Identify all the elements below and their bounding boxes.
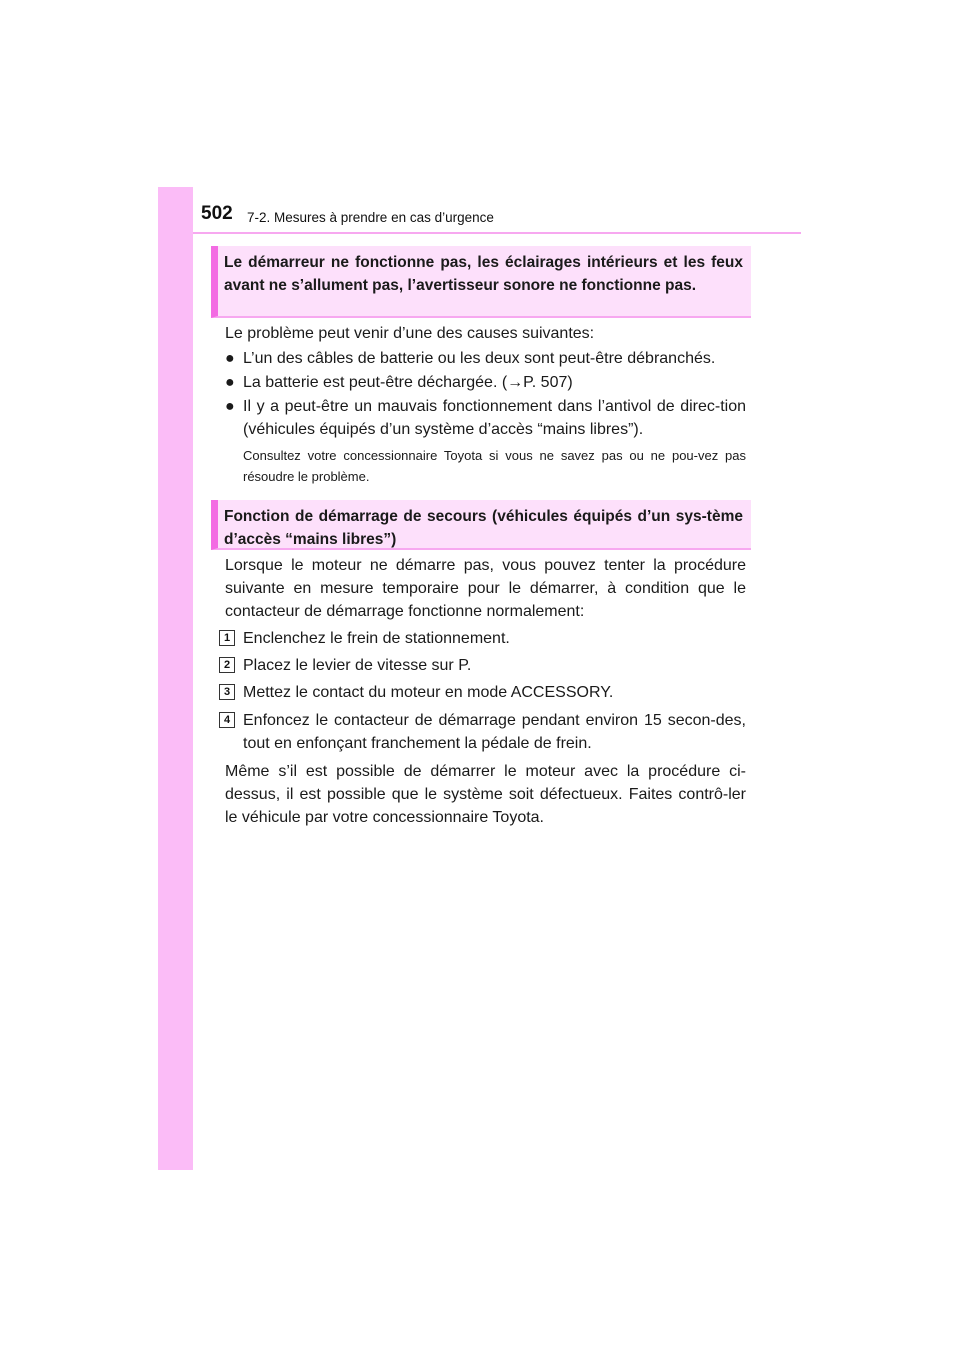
step-text: Enclenchez le frein de stationnement. (243, 630, 510, 647)
bullet-item: La batterie est peut-être déchargée. (→P. 507) (243, 374, 573, 391)
bullet-icon: ● (225, 350, 235, 367)
running-header: 7-2. Mesures à prendre en cas d’urgence (247, 210, 494, 225)
bullet-item: L’un des câbles de batterie ou les deux sont peut-être débranchés. (243, 350, 716, 367)
step-text: Enfoncez le contacteur de démarrage pendant environ 15 secon-des, tout en enfonçant franchement la pédale de frein. (243, 712, 746, 752)
header-rule (193, 232, 801, 234)
section2-intro: Lorsque le moteur ne démarre pas, vous pouvez tenter la procédure suivante en mesure temporaire pour le démarrer, à condition que le contacteur de démarrage fonctionne normalement: (225, 557, 746, 620)
step-number-1: 1 (219, 630, 235, 646)
step-number-4: 4 (219, 712, 235, 728)
chapter-side-tab (158, 187, 193, 1170)
bullet-icon: ● (225, 398, 235, 415)
bullet-icon: ● (225, 374, 235, 391)
step-text: Placez le levier de vitesse sur P. (243, 657, 472, 674)
step-number-3: 3 (219, 684, 235, 700)
dealer-note: Consultez votre concessionnaire Toyota si vous ne savez pas ou ne pou-vez pas résoudre le problème. (243, 448, 746, 484)
bullet-item: Il y a peut-être un mauvais fonctionnement dans l’antivol de direc-tion (véhicules équipés d’un système d’accès “mains libres”). (243, 398, 746, 438)
page-number: 502 (201, 203, 233, 224)
section2-outro: Même s’il est possible de démarrer le moteur avec la procédure ci-dessus, il est possible que le système soit défectueux. Faites contrô-ler le véhicule par votre concessionnaire Toyota. (225, 763, 746, 826)
section-heading-starter: Le démarreur ne fonctionne pas, les éclairages intérieurs et les feux avant ne s’allument pas, l’avertisseur sonore ne fonctionne pas. (211, 246, 751, 318)
section-heading-emergency-start: Fonction de démarrage de secours (véhicules équipés d’un sys-tème d’accès “mains libres”) (211, 500, 751, 550)
step-number-2: 2 (219, 657, 235, 673)
step-text: Mettez le contact du moteur en mode ACCESSORY. (243, 684, 614, 701)
section1-intro: Le problème peut venir d’une des causes suivantes: (225, 325, 595, 342)
